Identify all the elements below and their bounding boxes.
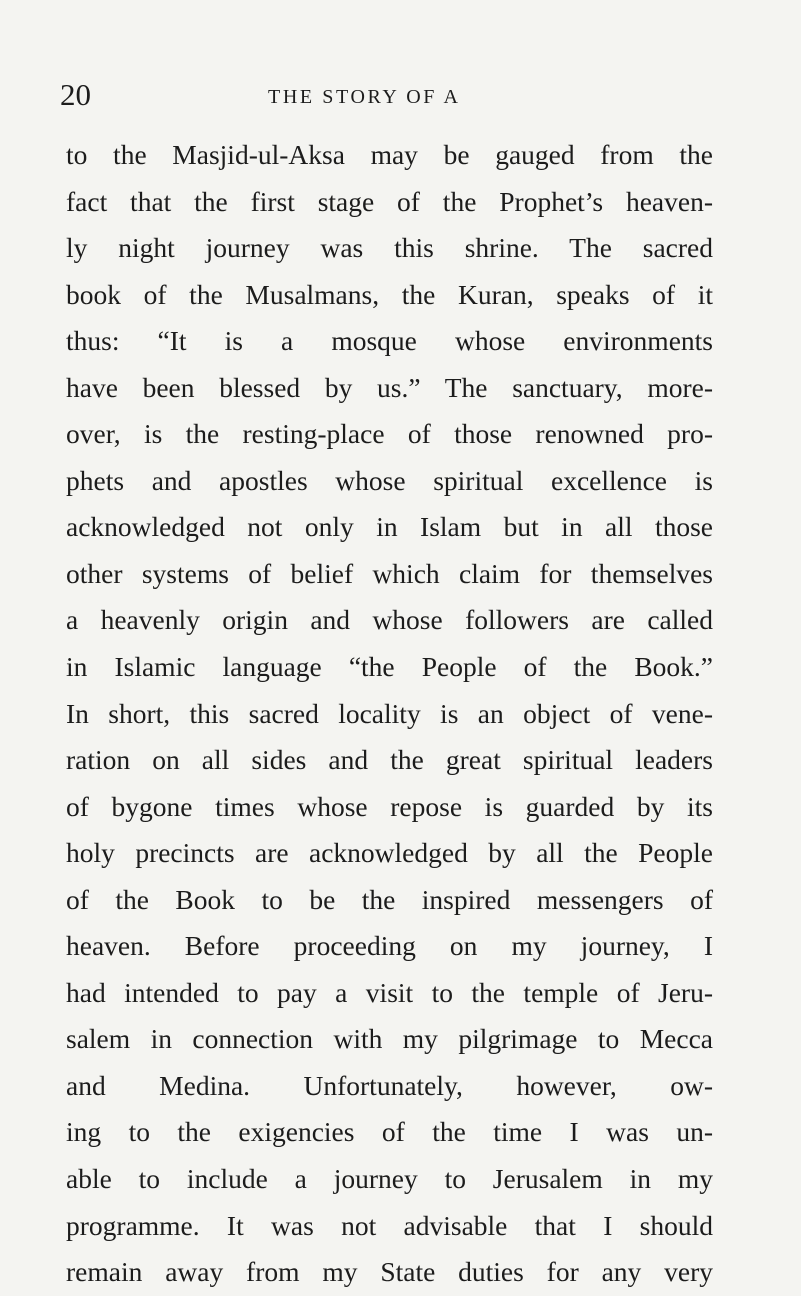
text-line: heaven. Before proceeding on my journey, I [66, 930, 713, 962]
text-line: thus: “It is a mosque whose environments [66, 325, 713, 357]
text-line: remain away from my State duties for any very [66, 1256, 713, 1288]
text-line: over, is the resting-place of those renowned pro- [66, 418, 713, 450]
running-head [60, 78, 713, 112]
text-line: of the Book to be the inspired messengers of [66, 883, 713, 915]
text-line: programme. It was not advisable that I should [66, 1209, 713, 1241]
text-line: acknowledged not only in Islam but in all those [66, 511, 713, 543]
text-line: had intended to pay a visit to the temple of Jeru- [66, 976, 713, 1008]
text-line: ration on all sides and the great spiritual leaders [66, 744, 713, 776]
text-line: phets and apostles whose spiritual excellence is [66, 464, 713, 496]
body-text [66, 132, 713, 1296]
text-line: In short, this sacred locality is an object of vene- [66, 697, 713, 729]
text-line: book of the Musalmans, the Kuran, speaks of it [66, 278, 713, 310]
text-line: and Medina. Unfortunately, however, ow- [66, 1069, 713, 1101]
text-line: able to include a journey to Jerusalem in my [66, 1163, 713, 1195]
text-line: to the Masjid-ul-Aksa may be gauged from the [66, 139, 713, 170]
text-line: salem in connection with my pilgrimage to Mecca [66, 1023, 713, 1055]
text-line: of bygone times whose repose is guarded by its [66, 790, 713, 822]
running-head-title: THE STORY OF A [268, 86, 461, 108]
text-line: other systems of belief which claim for themselves [66, 557, 713, 589]
text-line: ing to the exigencies of the time I was un- [66, 1116, 713, 1148]
text-line: a heavenly origin and whose followers are called [66, 604, 713, 636]
text-line: ly night journey was this shrine. The sacred [66, 232, 713, 264]
text-line: holy precincts are acknowledged by all the People [66, 837, 713, 869]
page-number: 20 [60, 77, 91, 112]
text-line: in Islamic language “the People of the Book.” [66, 651, 713, 683]
text-line: fact that the first stage of the Prophet’s heaven- [66, 185, 713, 217]
text-line: have been blessed by us.” The sanctuary, more- [66, 371, 713, 403]
